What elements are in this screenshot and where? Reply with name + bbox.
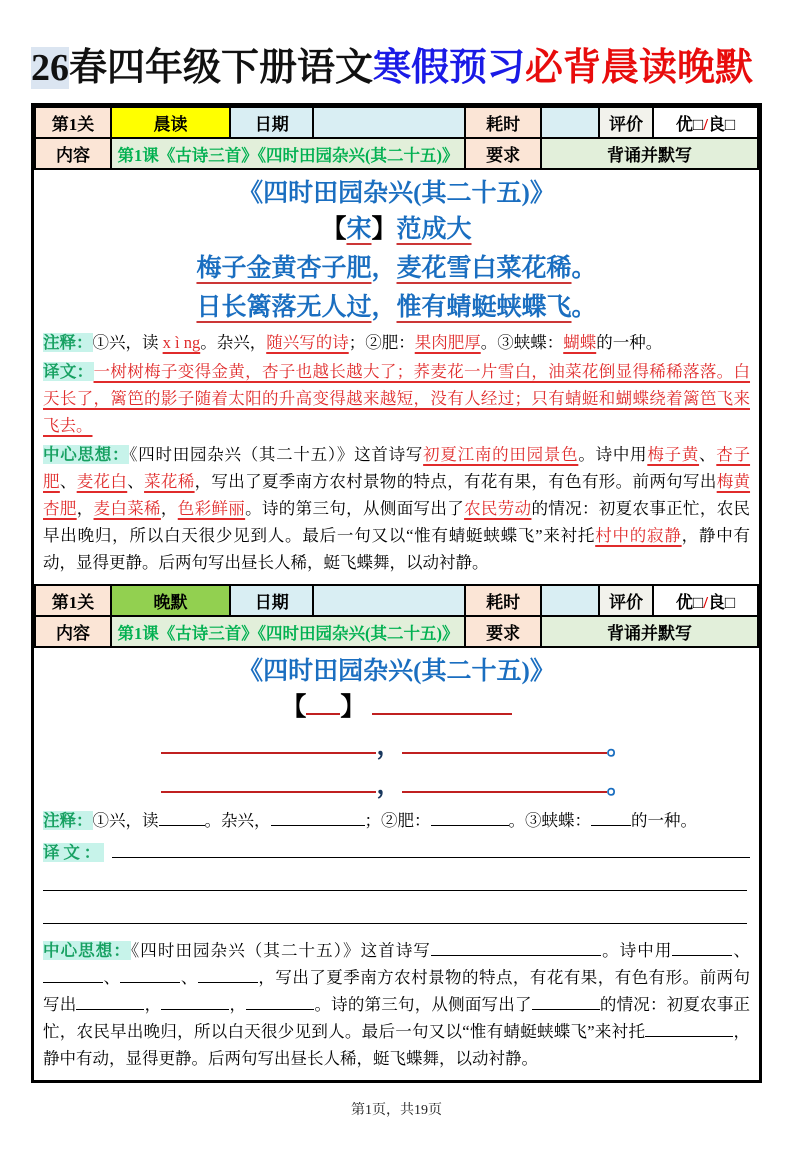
theme-blank-text xyxy=(43,941,750,1068)
mode-cell-morning: 晨读 xyxy=(111,107,230,138)
text-segment: 良□ xyxy=(707,593,736,613)
eval-options-cell xyxy=(653,585,758,616)
text-segment: ， xyxy=(371,294,397,322)
blank-line xyxy=(591,825,631,826)
translation-blank-paragraph xyxy=(43,836,750,935)
content-label-cell: 内容 xyxy=(35,138,111,169)
blank-line xyxy=(402,791,607,793)
blank-line xyxy=(161,791,376,793)
text-segment: ， xyxy=(144,995,162,1015)
text-segment: 。杂兴， xyxy=(200,333,267,353)
text-segment: 梅子金黄杏子肥 xyxy=(196,255,372,283)
text-segment: 杏子肥 xyxy=(43,445,751,492)
blank-line xyxy=(431,825,509,826)
text-segment: ；②肥： xyxy=(348,333,415,353)
text-segment: 一树树梅子变得金黄，杏子也越长越大了；荞麦花一片雪白，油菜花倒显得稀稀落落。白天长了，篱笆的影子随着太阳的升高变得越来越短，没有人经过；只有蜻蜓和蝴蝶绕着篱笆飞来飞去。 xyxy=(43,362,751,436)
text-segment: 。 xyxy=(571,255,597,283)
text-segment: 】 xyxy=(340,694,366,722)
text-segment: 的情况：初夏农事正忙，农民早出晚归，所以白天很少见到人。最后一句又以“惟有蜻蜓蛱蝶飞”来衬托 xyxy=(43,499,751,546)
text-segment: 26 xyxy=(31,47,69,89)
text-segment: 必背晨读晚默 xyxy=(525,47,754,89)
blank-line xyxy=(159,825,205,826)
text-segment: ， xyxy=(376,733,402,761)
blank-line xyxy=(372,713,512,715)
morning-content xyxy=(34,170,759,584)
theme-label: 中心思想： xyxy=(43,941,131,961)
evening-content xyxy=(34,648,759,1080)
text-segment: 麦白菜稀 xyxy=(93,499,161,519)
blank-line xyxy=(43,890,747,891)
stage-cell: 第1关 xyxy=(35,107,111,138)
text-segment: 色彩鲜丽 xyxy=(177,499,246,519)
text-segment: 、 xyxy=(59,472,77,492)
text-segment: ，静中有动，显得更静。后两句写出昼长人稀，蜓飞蝶舞，以动衬静。 xyxy=(43,526,751,573)
evening-poem xyxy=(43,654,750,805)
poem-author-blank-line xyxy=(43,689,750,727)
text-segment: 、 xyxy=(103,968,121,988)
blank-line xyxy=(672,955,732,956)
text-segment: ， xyxy=(229,995,247,1015)
text-segment: ①兴，读 xyxy=(92,811,159,831)
text-segment: 、 xyxy=(699,445,717,465)
poem-title: 《四时田园杂兴(其二十五)》 xyxy=(238,180,555,208)
theme-text xyxy=(43,445,750,572)
eval-label-cell: 评价 xyxy=(599,585,653,616)
text-segment: ， xyxy=(376,772,402,800)
blank-line xyxy=(532,1009,600,1010)
text-segment: 、 xyxy=(127,472,145,492)
text-segment: 。诗的第三句，从侧面写出了 xyxy=(314,995,532,1015)
content-value-cell: 第1课《古诗三首》《四时田园杂兴(其二十五)》 xyxy=(111,138,465,169)
text-segment: 。 xyxy=(606,772,632,800)
text-segment: 麦花雪白菜花稀 xyxy=(396,255,572,283)
text-segment: 。③蛱蝶： xyxy=(508,811,591,831)
text-segment: 。杂兴， xyxy=(204,811,271,831)
text-segment: 。诗中用 xyxy=(601,941,673,961)
poem-blank-line-2 xyxy=(43,766,750,805)
theme-blank-paragraph xyxy=(43,937,750,1072)
requirement-value-cell: 背诵并默写 xyxy=(541,616,758,647)
blank-line xyxy=(246,1009,314,1010)
text-segment: ；②肥： xyxy=(364,811,431,831)
notes-label: 注释： xyxy=(43,811,93,831)
text-segment: 优□ xyxy=(675,593,704,613)
notes-text xyxy=(93,333,663,352)
text-segment: ，写出了夏季南方农村景物的特点，有花有果，有色有形。前两句写出 xyxy=(43,968,751,1015)
morning-poem xyxy=(43,176,750,327)
text-segment: 【 xyxy=(281,694,307,722)
text-segment: 良□ xyxy=(707,115,736,135)
text-segment: 【 xyxy=(321,216,347,244)
notes-blank-paragraph xyxy=(43,807,750,834)
poem-line-1 xyxy=(43,249,750,288)
blank-line xyxy=(306,713,340,715)
morning-header-table xyxy=(34,106,759,170)
text-segment: / xyxy=(703,593,708,613)
blank-line xyxy=(161,752,376,754)
text-segment: 、 xyxy=(180,968,198,988)
date-value-cell xyxy=(313,107,465,138)
translation-label: 译文： xyxy=(43,843,105,863)
time-value-cell xyxy=(541,585,599,616)
text-segment: 。诗中用 xyxy=(578,445,648,465)
text-segment: 菜花稀 xyxy=(144,472,195,492)
text-segment: 村中的寂静 xyxy=(595,526,682,546)
blank-line xyxy=(271,825,365,826)
blank-line xyxy=(112,857,750,858)
text-segment: 梅子黄 xyxy=(647,445,700,465)
date-label-cell: 日期 xyxy=(230,107,313,138)
text-segment: 寒假预习 xyxy=(373,47,526,89)
text-segment: ， xyxy=(76,499,94,519)
poem-line-2 xyxy=(43,288,750,327)
text-segment: x ì ng xyxy=(162,333,201,353)
page-title xyxy=(31,44,762,93)
text-segment: 。诗的第三句，从侧面写出了 xyxy=(245,499,465,519)
blank-line xyxy=(645,1036,733,1037)
text-segment: ①兴，读 xyxy=(92,333,163,353)
text-segment: 的一种。 xyxy=(631,811,697,831)
text-segment: 初夏江南的田园景色 xyxy=(423,445,579,465)
page-number: 第1页，共19页 xyxy=(351,1103,442,1119)
requirement-value-cell: 背诵并默写 xyxy=(541,138,758,169)
text-segment: 《四时田园杂兴（其二十五）》这首诗写 xyxy=(130,941,431,961)
text-segment: 农民劳动 xyxy=(464,499,532,519)
blank-line xyxy=(43,923,747,924)
eval-label-cell: 评价 xyxy=(599,107,653,138)
blank-line xyxy=(43,982,103,983)
text-segment: 。 xyxy=(606,733,632,761)
text-segment: 。 xyxy=(571,294,597,322)
time-value-cell xyxy=(541,107,599,138)
blank-line xyxy=(120,982,180,983)
text-segment: 、 xyxy=(732,941,751,961)
translation-paragraph xyxy=(43,358,750,439)
text-segment: 《四时田园杂兴（其二十五）》这首诗写 xyxy=(129,445,424,465)
evening-header-table xyxy=(34,584,759,648)
text-segment: 蝴蝶 xyxy=(563,333,597,353)
text-segment: 惟有蜻蜓蛱蝶飞 xyxy=(396,294,572,322)
mode-cell-evening: 晚默 xyxy=(111,585,230,616)
requirement-label-cell: 要求 xyxy=(465,616,541,647)
text-segment: 范成大 xyxy=(396,216,472,244)
time-label-cell: 耗时 xyxy=(465,585,541,616)
text-segment: 梅黄杏肥 xyxy=(43,472,751,519)
text-segment: ， xyxy=(371,255,397,283)
worksheet-page xyxy=(0,44,793,1166)
translation-text xyxy=(43,362,750,435)
content-label-cell: 内容 xyxy=(35,616,111,647)
theme-paragraph xyxy=(43,441,750,576)
blank-line xyxy=(198,982,258,983)
content-value-cell: 第1课《古诗三首》《四时田园杂兴(其二十五)》 xyxy=(111,616,465,647)
text-segment: 】 xyxy=(371,216,397,244)
notes-paragraph xyxy=(43,329,750,356)
poem-author-line xyxy=(43,211,750,249)
blank-line xyxy=(431,955,601,956)
stage-cell: 第1关 xyxy=(35,585,111,616)
text-segment: / xyxy=(703,115,708,135)
notes-label: 注释： xyxy=(43,333,93,353)
worksheet-body xyxy=(31,103,762,1083)
time-label-cell: 耗时 xyxy=(465,107,541,138)
translation-ruled-lines xyxy=(43,843,750,928)
text-segment: 随兴写的诗 xyxy=(266,333,349,353)
eval-options-cell xyxy=(653,107,758,138)
poem-title: 《四时田园杂兴(其二十五)》 xyxy=(238,658,555,686)
text-segment: 。③蛱蝶： xyxy=(480,333,564,353)
notes-blank-text xyxy=(93,811,698,830)
text-segment: 的一种。 xyxy=(596,333,663,353)
translation-label: 译文： xyxy=(43,362,94,382)
text-segment: ，静中有动，显得更静。后两句写出昼长人稀，蜓飞蝶舞，以动衬静。 xyxy=(43,1022,750,1069)
text-segment: 日长篱落无人过 xyxy=(196,294,372,322)
text-segment: 春四年级下册语文 xyxy=(69,47,374,89)
text-segment: 宋 xyxy=(346,216,372,244)
text-segment: 的情况：初夏农事正忙，农民早出晚归，所以白天很少见到人。最后一句又以“惟有蜻蜓蛱蝶飞”来衬托 xyxy=(43,995,751,1042)
blank-line xyxy=(76,1009,144,1010)
date-label-cell: 日期 xyxy=(230,585,313,616)
text-segment: ， xyxy=(160,499,178,519)
text-segment: ，写出了夏季南方农村景物的特点，有花有果，有色有形。前两句写出 xyxy=(194,472,717,492)
date-value-cell xyxy=(313,585,465,616)
theme-label: 中心思想： xyxy=(43,445,130,465)
text-segment: 麦花白 xyxy=(76,472,128,492)
requirement-label-cell: 要求 xyxy=(465,138,541,169)
poem-blank-line-1 xyxy=(43,727,750,766)
text-segment: 果肉肥厚 xyxy=(414,333,481,353)
text-segment: 优□ xyxy=(675,115,704,135)
blank-line xyxy=(161,1009,229,1010)
blank-line xyxy=(402,752,607,754)
text-segment xyxy=(365,694,371,721)
